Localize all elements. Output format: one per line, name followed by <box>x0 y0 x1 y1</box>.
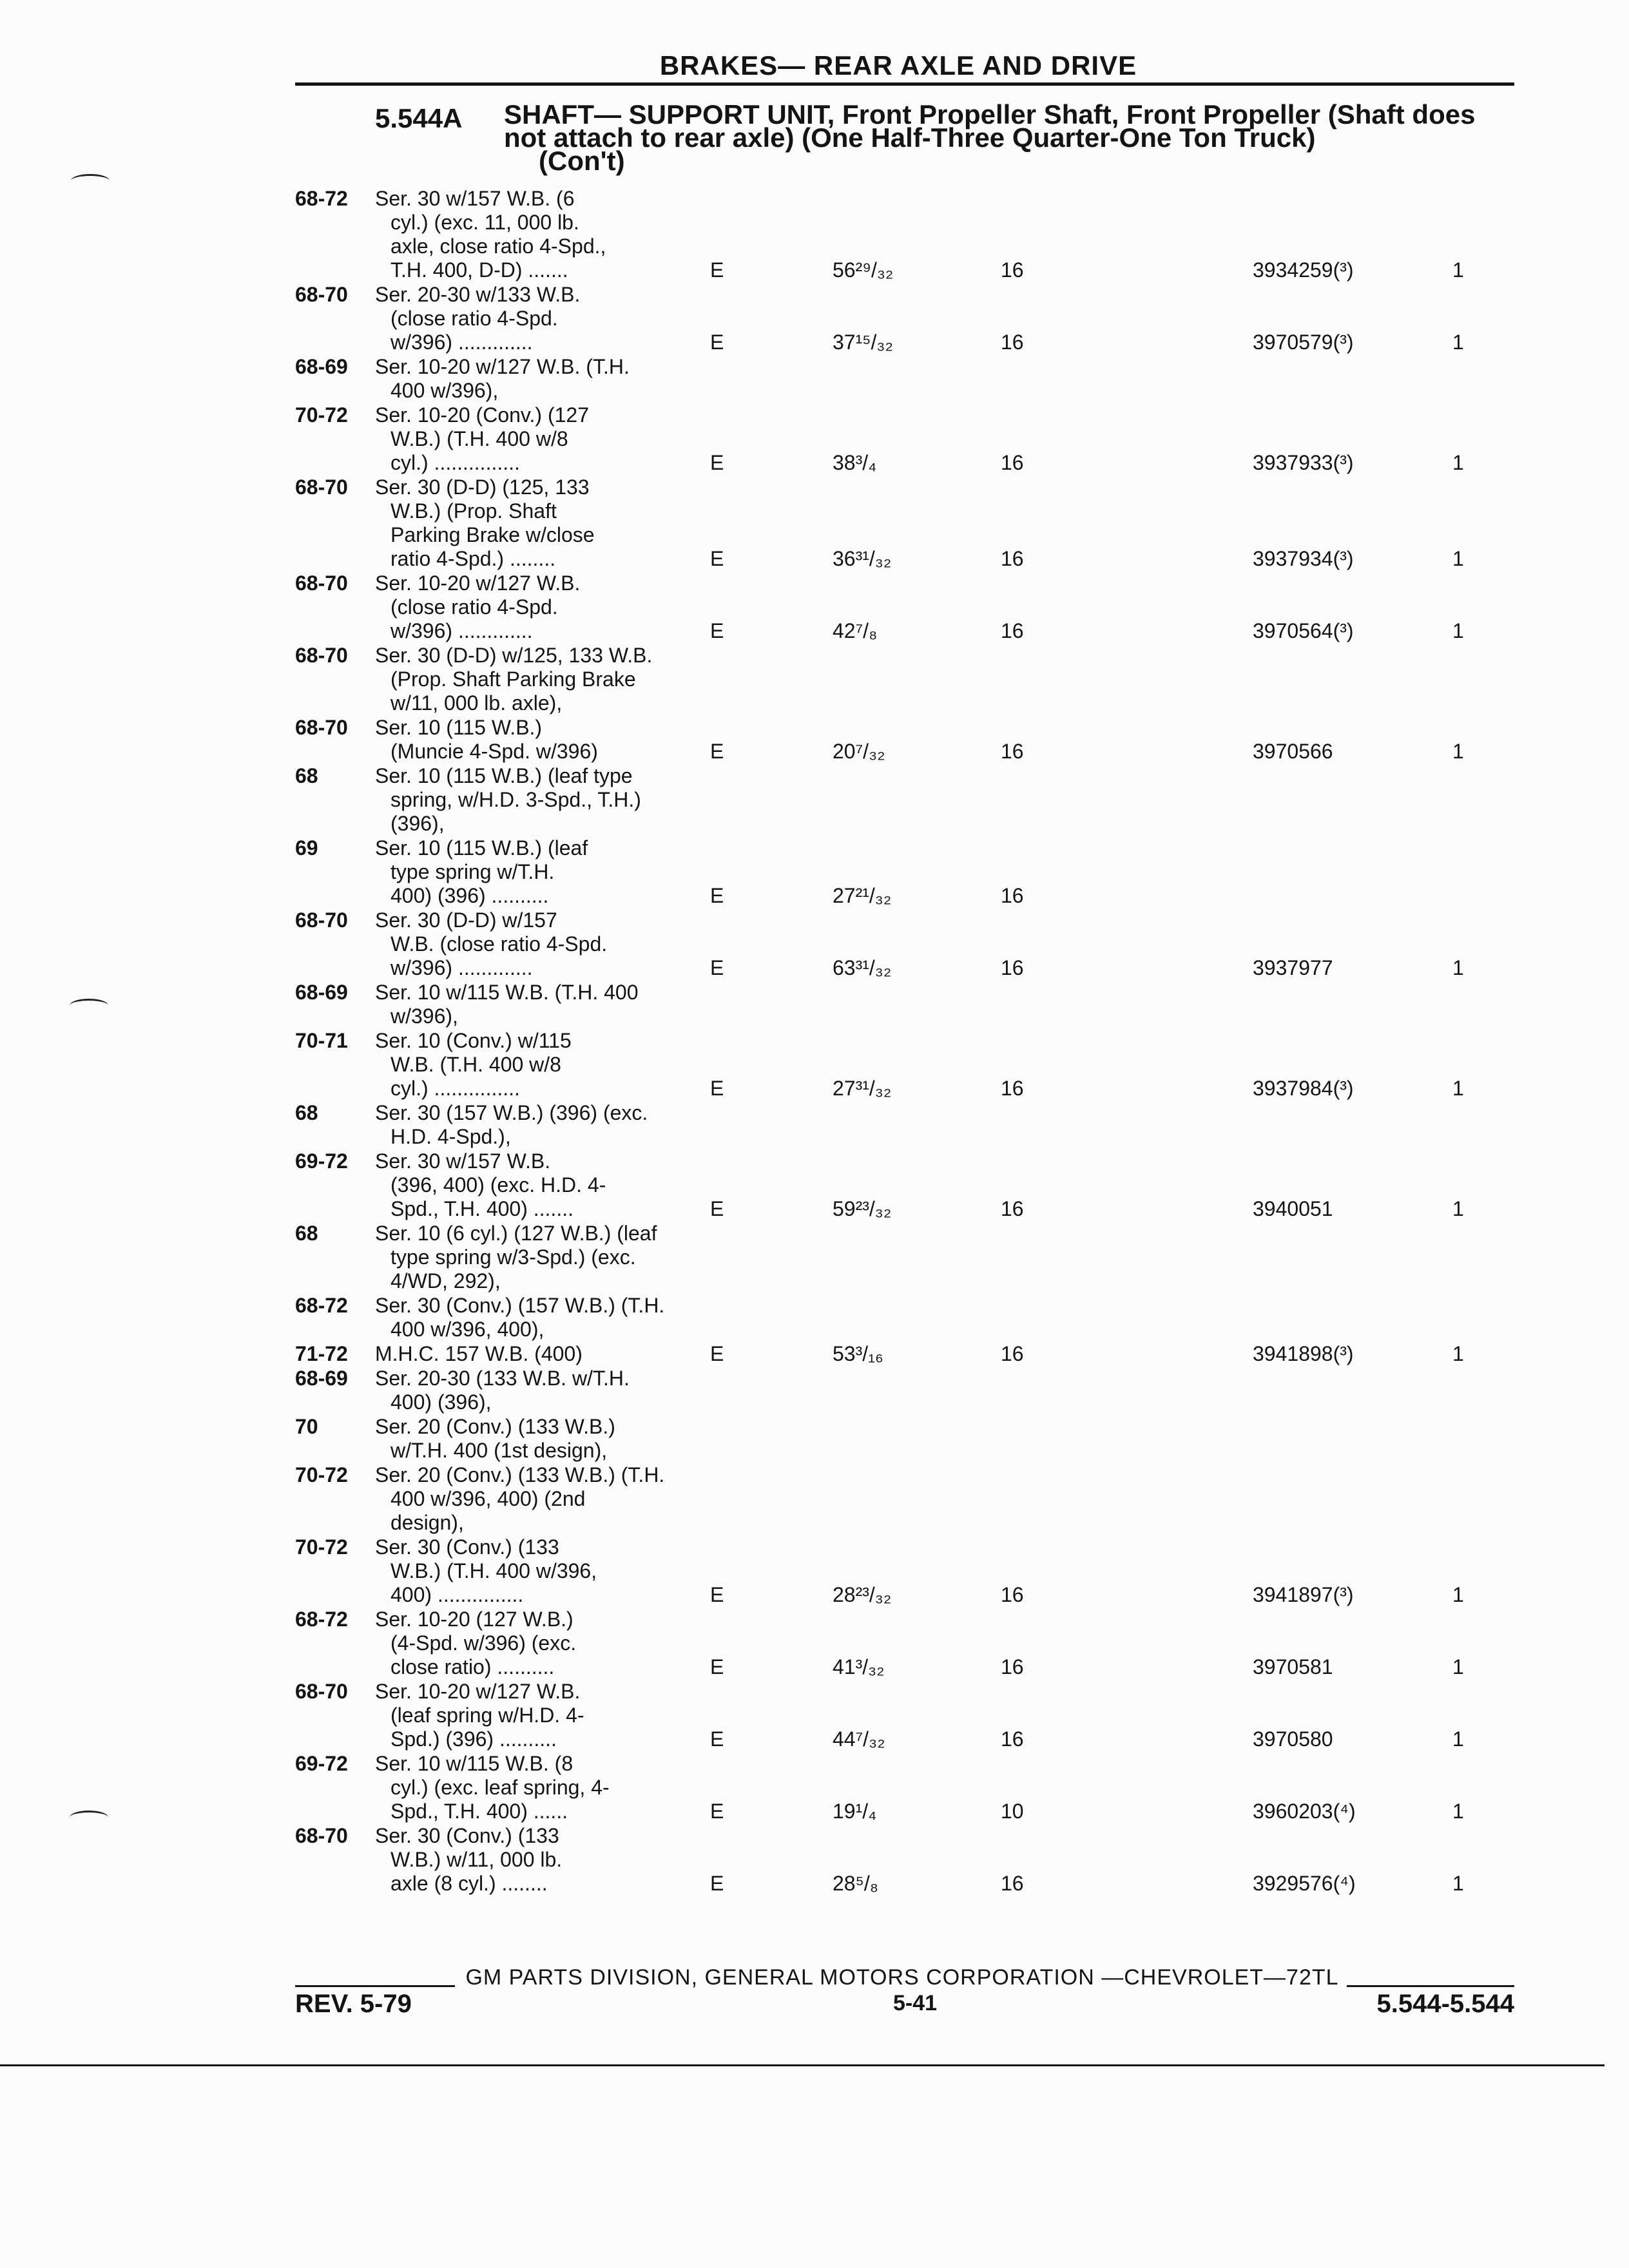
part-number: 3937933(³) <box>1253 451 1354 474</box>
model-years: 68-70 <box>295 1824 348 1847</box>
group-code: E <box>710 740 724 763</box>
quantity: 16 <box>1001 1655 1024 1678</box>
application-description <box>375 1535 736 1607</box>
quantity: 16 <box>1001 1727 1024 1751</box>
description-line: Ser. 10 w/115 W.B. (T.H. 400 <box>375 981 639 1004</box>
application-description <box>375 764 736 836</box>
description-line: 4/WD, 292), <box>390 1269 501 1293</box>
footer-rule-left <box>295 1985 455 1987</box>
model-years: 69-72 <box>295 1752 348 1775</box>
usage-count: 1 <box>1452 547 1464 570</box>
model-years: 71-72 <box>295 1342 348 1365</box>
application-description <box>375 716 736 764</box>
description-line: w/396) ............. <box>390 331 533 354</box>
description-line: cyl.) (exc. 11, 000 lb. <box>390 211 579 234</box>
part-number: 3970566 <box>1253 740 1333 763</box>
model-years: 68-72 <box>295 187 348 210</box>
model-years: 68-70 <box>295 908 348 932</box>
description-line: Spd.) (396) .......... <box>390 1727 557 1751</box>
model-years: 70-72 <box>295 1535 348 1559</box>
part-number: 3937977 <box>1253 956 1333 979</box>
part-number: 3970579(³) <box>1253 331 1354 354</box>
application-description <box>375 1294 736 1341</box>
model-years: 70-71 <box>295 1029 348 1052</box>
section-continued: (Con't) <box>539 146 625 176</box>
description-line: Ser. 30 (157 W.B.) (396) (exc. <box>375 1101 648 1124</box>
description-line: M.H.C. 157 W.B. (400) <box>375 1342 583 1365</box>
quantity: 16 <box>1001 1077 1024 1100</box>
application-description <box>375 836 736 908</box>
group-code: E <box>710 619 724 642</box>
quantity: 16 <box>1001 258 1024 282</box>
shaft-length: 27³¹/₃₂ <box>833 1077 892 1100</box>
description-line: (Muncie 4-Spd. w/396) <box>390 740 598 763</box>
model-years: 68-70 <box>295 283 348 306</box>
description-line: Ser. 30 (D-D) w/125, 133 W.B. <box>375 644 653 667</box>
usage-count: 1 <box>1452 1077 1464 1100</box>
group-code: E <box>710 1727 724 1751</box>
bottom-edge-rule <box>0 2064 1605 2066</box>
usage-count: 1 <box>1452 1727 1464 1751</box>
usage-count: 1 <box>1452 1800 1464 1823</box>
shaft-length: 28⁵/₈ <box>833 1872 879 1895</box>
description-line: w/11, 000 lb. axle), <box>390 691 563 715</box>
description-line: w/396) ............. <box>390 619 533 642</box>
section-range: 5.544-5.544 <box>1376 1990 1514 2018</box>
model-years: 68-69 <box>295 355 348 378</box>
description-line: W.B. (close ratio 4-Spd. <box>390 932 608 956</box>
application-description <box>375 403 736 475</box>
quantity: 16 <box>1001 1342 1024 1365</box>
quantity: 16 <box>1001 1197 1024 1220</box>
description-line: W.B.) w/11, 000 lb. <box>390 1848 563 1871</box>
usage-count: 1 <box>1452 619 1464 642</box>
application-description <box>375 908 736 980</box>
description-line: Ser. 10-20 w/127 W.B. (T.H. <box>375 355 630 378</box>
section-title-block <box>504 99 1522 176</box>
model-years: 68-70 <box>295 476 348 499</box>
description-line: ratio 4-Spd.) ........ <box>390 547 556 570</box>
usage-count: 1 <box>1452 1583 1464 1606</box>
description-line: Ser. 30 w/157 W.B. <box>375 1149 551 1173</box>
model-years: 69-72 <box>295 1149 348 1173</box>
group-code: E <box>710 1872 724 1895</box>
application-description <box>375 1824 736 1896</box>
description-line: Ser. 30 (D-D) w/157 <box>375 908 557 932</box>
shaft-length: 38³/₄ <box>833 451 877 474</box>
group-code: E <box>710 1583 724 1606</box>
usage-count: 1 <box>1452 956 1464 979</box>
application-description <box>375 187 736 282</box>
application-description <box>375 283 736 354</box>
footer-publisher: GM PARTS DIVISION, GENERAL MOTORS CORPORATION —CHEVROLET—72TL <box>465 1965 1339 1990</box>
application-description <box>375 476 736 571</box>
part-number: 3970581 <box>1253 1655 1333 1678</box>
description-line: 400 w/396, 400) (2nd <box>390 1487 586 1510</box>
description-line: Ser. 10 (Conv.) w/115 <box>375 1029 572 1052</box>
shaft-length: 44⁷/₃₂ <box>833 1727 885 1751</box>
description-line: Ser. 30 w/157 W.B. (6 <box>375 187 575 210</box>
footer-rule-right <box>1347 1985 1514 1987</box>
description-line: cyl.) ............... <box>390 451 520 474</box>
model-years: 70-72 <box>295 403 348 427</box>
group-code: E <box>710 451 724 474</box>
application-description <box>375 1342 736 1366</box>
shaft-length: 41³/₃₂ <box>833 1655 885 1678</box>
shaft-length: 37¹⁵/₃₂ <box>833 331 893 354</box>
description-line: Parking Brake w/close <box>390 523 595 546</box>
part-number: 3970580 <box>1253 1727 1333 1751</box>
group-code: E <box>710 331 724 354</box>
description-line: (396), <box>390 812 445 835</box>
model-years: 68-72 <box>295 1294 348 1317</box>
description-line: Ser. 10 (6 cyl.) (127 W.B.) (leaf <box>375 1222 657 1245</box>
description-line: cyl.) (exc. leaf spring, 4- <box>390 1776 610 1799</box>
description-line: spring, w/H.D. 3-Spd., T.H.) <box>390 788 641 811</box>
model-years: 68-69 <box>295 981 348 1004</box>
description-line: W.B. (T.H. 400 w/8 <box>390 1053 561 1076</box>
header-rule <box>295 82 1514 86</box>
quantity: 16 <box>1001 331 1024 354</box>
description-line: (396, 400) (exc. H.D. 4- <box>390 1173 606 1196</box>
description-line: (close ratio 4-Spd. <box>390 307 558 330</box>
application-description <box>375 1415 736 1463</box>
shaft-length: 42⁷/₈ <box>833 619 878 642</box>
description-line: Ser. 10-20 (Conv.) (127 <box>375 403 590 427</box>
quantity: 16 <box>1001 884 1024 907</box>
description-line: Ser. 10 (115 W.B.) (leaf type <box>375 764 633 787</box>
quantity: 16 <box>1001 956 1024 979</box>
group-code: E <box>710 547 724 570</box>
usage-count: 1 <box>1452 1872 1464 1895</box>
usage-count: 1 <box>1452 331 1464 354</box>
application-description <box>375 1752 736 1823</box>
model-years: 68-70 <box>295 1680 348 1703</box>
description-line: Ser. 30 (Conv.) (157 W.B.) (T.H. <box>375 1294 665 1317</box>
description-line: Ser. 30 (Conv.) (133 <box>375 1535 559 1559</box>
application-description <box>375 1029 736 1100</box>
part-number: 3937934(³) <box>1253 547 1354 570</box>
application-description <box>375 355 736 403</box>
description-line: Ser. 30 (Conv.) (133 <box>375 1824 559 1847</box>
page-header-title: BRAKES— REAR AXLE AND DRIVE <box>659 50 1137 81</box>
section-title: SHAFT— SUPPORT UNIT, Front Propeller Shaft, Front Propeller (Shaft does not attach to rear axle) (One Half-Three Quarter-One Ton Truck) <box>504 99 1476 153</box>
description-line: W.B.) (T.H. 400 w/8 <box>390 427 568 450</box>
application-description <box>375 1222 736 1293</box>
description-line: 400) ............... <box>390 1583 524 1606</box>
usage-count: 1 <box>1452 451 1464 474</box>
description-line: Spd., T.H. 400) ...... <box>390 1800 568 1823</box>
application-description <box>375 644 736 715</box>
part-number: 3970564(³) <box>1253 619 1354 642</box>
revision-label: REV. 5-79 <box>295 1990 412 2018</box>
part-number: 3929576(⁴) <box>1253 1872 1356 1895</box>
application-description <box>375 572 736 643</box>
part-number: 3940051 <box>1253 1197 1333 1220</box>
usage-count: 1 <box>1452 258 1464 282</box>
quantity: 10 <box>1001 1800 1024 1823</box>
model-years: 70 <box>295 1415 318 1438</box>
description-line: W.B.) (Prop. Shaft <box>390 499 557 523</box>
model-years: 68-70 <box>295 572 348 595</box>
description-line: w/396) ............. <box>390 956 533 979</box>
shaft-length: 36³¹/₃₂ <box>833 547 892 570</box>
description-line: W.B.) (T.H. 400 w/396, <box>390 1559 597 1582</box>
model-years: 70-72 <box>295 1463 348 1486</box>
description-line: Ser. 20-30 (133 W.B. w/T.H. <box>375 1367 630 1390</box>
application-description <box>375 1149 736 1221</box>
section-number: 5.544A <box>375 103 463 133</box>
group-code: E <box>710 1342 724 1365</box>
description-line: T.H. 400, D-D) ....... <box>390 258 568 282</box>
model-years: 68-69 <box>295 1367 348 1390</box>
model-years: 68-72 <box>295 1608 348 1631</box>
quantity: 16 <box>1001 451 1024 474</box>
quantity: 16 <box>1001 740 1024 763</box>
description-line: (Prop. Shaft Parking Brake <box>390 668 636 691</box>
description-line: type spring w/T.H. <box>390 860 555 883</box>
description-line: (close ratio 4-Spd. <box>390 595 558 619</box>
group-code: E <box>710 258 724 282</box>
shaft-length: 63³¹/₃₂ <box>833 956 892 979</box>
description-line: axle (8 cyl.) ........ <box>390 1872 548 1895</box>
scan-mark <box>70 1811 108 1824</box>
description-line: Ser. 30 (D-D) (125, 133 <box>375 476 590 499</box>
model-years: 68-70 <box>295 716 348 739</box>
description-line: axle, close ratio 4-Spd., <box>390 235 606 258</box>
model-years: 68 <box>295 1222 318 1245</box>
description-line: w/T.H. 400 (1st design), <box>390 1439 608 1462</box>
model-years: 68 <box>295 1101 318 1124</box>
model-years: 68-70 <box>295 644 348 667</box>
scan-mark <box>70 999 108 1012</box>
quantity: 16 <box>1001 547 1024 570</box>
description-line: Ser. 10-20 w/127 W.B. <box>375 1680 581 1703</box>
part-number: 3941897(³) <box>1253 1583 1354 1606</box>
description-line: Spd., T.H. 400) ....... <box>390 1197 574 1220</box>
shaft-length: 28²³/₃₂ <box>833 1583 892 1606</box>
description-line: Ser. 20 (Conv.) (133 W.B.) <box>375 1415 615 1438</box>
description-line: (4-Spd. w/396) (exc. <box>390 1631 577 1655</box>
quantity: 16 <box>1001 1583 1024 1606</box>
description-line: (leaf spring w/H.D. 4- <box>390 1704 584 1727</box>
usage-count: 1 <box>1452 740 1464 763</box>
description-line: cyl.) ............... <box>390 1077 520 1100</box>
description-line: 400) (396) .......... <box>390 884 549 907</box>
application-description <box>375 1608 736 1679</box>
group-code: E <box>710 1077 724 1100</box>
description-line: Ser. 10-20 w/127 W.B. <box>375 572 581 595</box>
description-line: 400) (396), <box>390 1390 492 1414</box>
part-number: 3960203(⁴) <box>1253 1800 1356 1823</box>
shaft-length: 53³/₁₆ <box>833 1342 883 1365</box>
description-line: Ser. 10-20 (127 W.B.) <box>375 1608 574 1631</box>
description-line: Ser. 10 (115 W.B.) <box>375 716 543 739</box>
application-description <box>375 1101 736 1149</box>
quantity: 16 <box>1001 619 1024 642</box>
application-description <box>375 1367 736 1414</box>
usage-count: 1 <box>1452 1655 1464 1678</box>
quantity: 16 <box>1001 1872 1024 1895</box>
shaft-length: 19¹/₄ <box>833 1800 877 1823</box>
application-description <box>375 981 736 1028</box>
description-line: H.D. 4-Spd.), <box>390 1125 511 1148</box>
shaft-length: 20⁷/₃₂ <box>833 740 885 763</box>
model-years: 69 <box>295 836 318 860</box>
page-number: 5-41 <box>892 1991 938 2015</box>
scan-mark <box>71 174 110 187</box>
description-line: Ser. 10 (115 W.B.) (leaf <box>375 836 588 860</box>
description-line: Ser. 20 (Conv.) (133 W.B.) (T.H. <box>375 1463 665 1486</box>
description-line: close ratio) .......... <box>390 1655 555 1678</box>
usage-count: 1 <box>1452 1197 1464 1220</box>
group-code: E <box>710 1197 724 1220</box>
group-code: E <box>710 884 724 907</box>
model-years: 68 <box>295 764 318 787</box>
description-line: Ser. 10 w/115 W.B. (8 <box>375 1752 574 1775</box>
shaft-length: 56²⁹/₃₂ <box>833 258 894 282</box>
part-number: 3941898(³) <box>1253 1342 1354 1365</box>
part-number: 3937984(³) <box>1253 1077 1354 1100</box>
application-description <box>375 1680 736 1751</box>
group-code: E <box>710 956 724 979</box>
group-code: E <box>710 1800 724 1823</box>
application-description <box>375 1463 736 1535</box>
description-line: 400 w/396), <box>390 379 499 402</box>
description-line: Ser. 20-30 w/133 W.B. <box>375 283 581 306</box>
part-number: 3934259(³) <box>1253 258 1354 282</box>
shaft-length: 59²³/₃₂ <box>833 1197 892 1220</box>
shaft-length: 27²¹/₃₂ <box>833 884 892 907</box>
description-line: design), <box>390 1511 464 1534</box>
group-code: E <box>710 1655 724 1678</box>
description-line: w/396), <box>390 1004 458 1028</box>
description-line: type spring w/3-Spd.) (exc. <box>390 1245 636 1269</box>
usage-count: 1 <box>1452 1342 1464 1365</box>
description-line: 400 w/396, 400), <box>390 1318 545 1341</box>
